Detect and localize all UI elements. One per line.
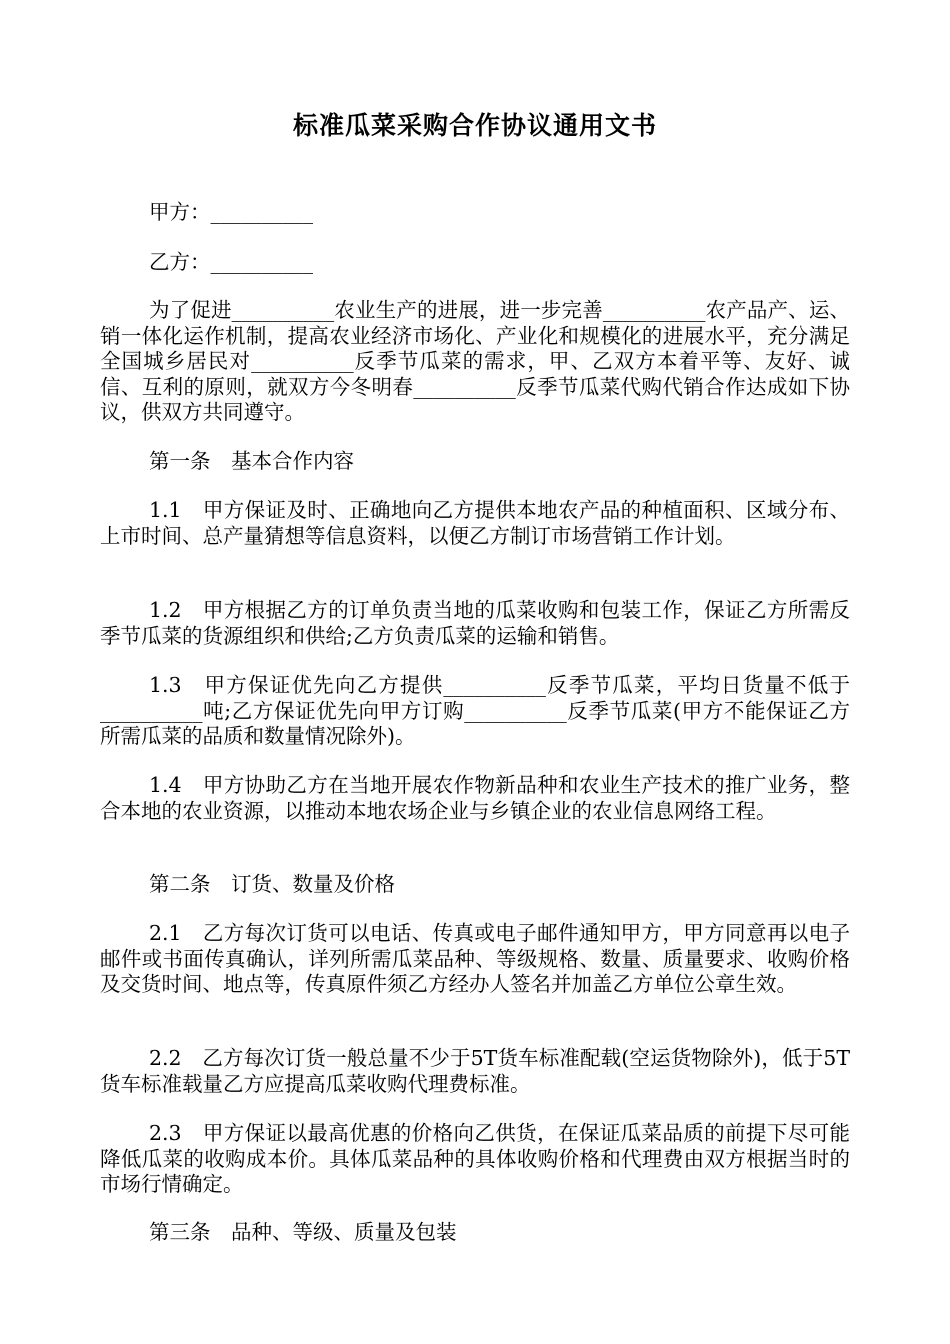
party-a-line: 甲方：__________ — [149, 200, 313, 224]
article-3-heading: 第三条 品种、等级、质量及包装 — [149, 1220, 457, 1244]
clause-1-1: 1.1 甲方保证及时、正确地向乙方提供本地农产品的种植面积、区域分布、上市时间、总产量猜想等信息资料，以便乙方制订市场营销工作计划。 — [100, 498, 850, 548]
clause-2-1: 2.1 乙方每次订货可以电话、传真或电子邮件通知甲方，甲方同意再以电子邮件或书面传真确认，详列所需瓜菜品种、等级规格、数量、质量要求、收购价格及交货时间、地点等，传真原件须乙方经办人签名并加盖乙方单位公章生效。 — [100, 921, 850, 996]
clause-1-2: 1.2 甲方根据乙方的订单负责当地的瓜菜收购和包装工作，保证乙方所需反季节瓜菜的货源组织和供给;乙方负责瓜菜的运输和销售。 — [100, 598, 850, 648]
clause-2-2: 2.2 乙方每次订货一般总量不少于5T货车标准配载(空运货物除外)，低于5T货车标准载量乙方应提高瓜菜收购代理费标准。 — [100, 1046, 850, 1096]
document-title: 标准瓜菜采购合作协议通用文书 — [292, 111, 657, 140]
article-2-heading: 第二条 订货、数量及价格 — [149, 872, 395, 896]
preamble-paragraph: 为了促进__________农业生产的进展，进一步完善__________农产品产、运、销一体化运作机制，提高农业经济市场化、产业化和规模化的进展水平，充分满足全国城乡居民对__________反季节瓜菜的需求，甲、乙双方本着平等、友好、诚信、互利的原则，就双方今冬明春__________反季节瓜菜代购代销合作达成如下协议，供双方共同遵守。 — [100, 298, 850, 424]
clause-1-4: 1.4 甲方协助乙方在当地开展农作物新品种和农业生产技术的推广业务，整合本地的农业资源，以推动本地农场企业与乡镇企业的农业信息网络工程。 — [100, 773, 850, 823]
article-1-heading: 第一条 基本合作内容 — [149, 449, 354, 473]
clause-2-3: 2.3 甲方保证以最高优惠的价格向乙供货，在保证瓜菜品质的前提下尽可能降低瓜菜的收购成本价。具体瓜菜品种的具体收购价格和代理费由双方根据当时的市场行情确定。 — [100, 1121, 850, 1196]
party-b-line: 乙方：__________ — [149, 250, 313, 274]
clause-1-3: 1.3 甲方保证优先向乙方提供__________反季节瓜菜，平均日货量不低于__________吨;乙方保证优先向甲方订购__________反季节瓜菜(甲方不能保证乙方所需瓜菜的品质和数量情况除外)。 — [100, 673, 850, 748]
